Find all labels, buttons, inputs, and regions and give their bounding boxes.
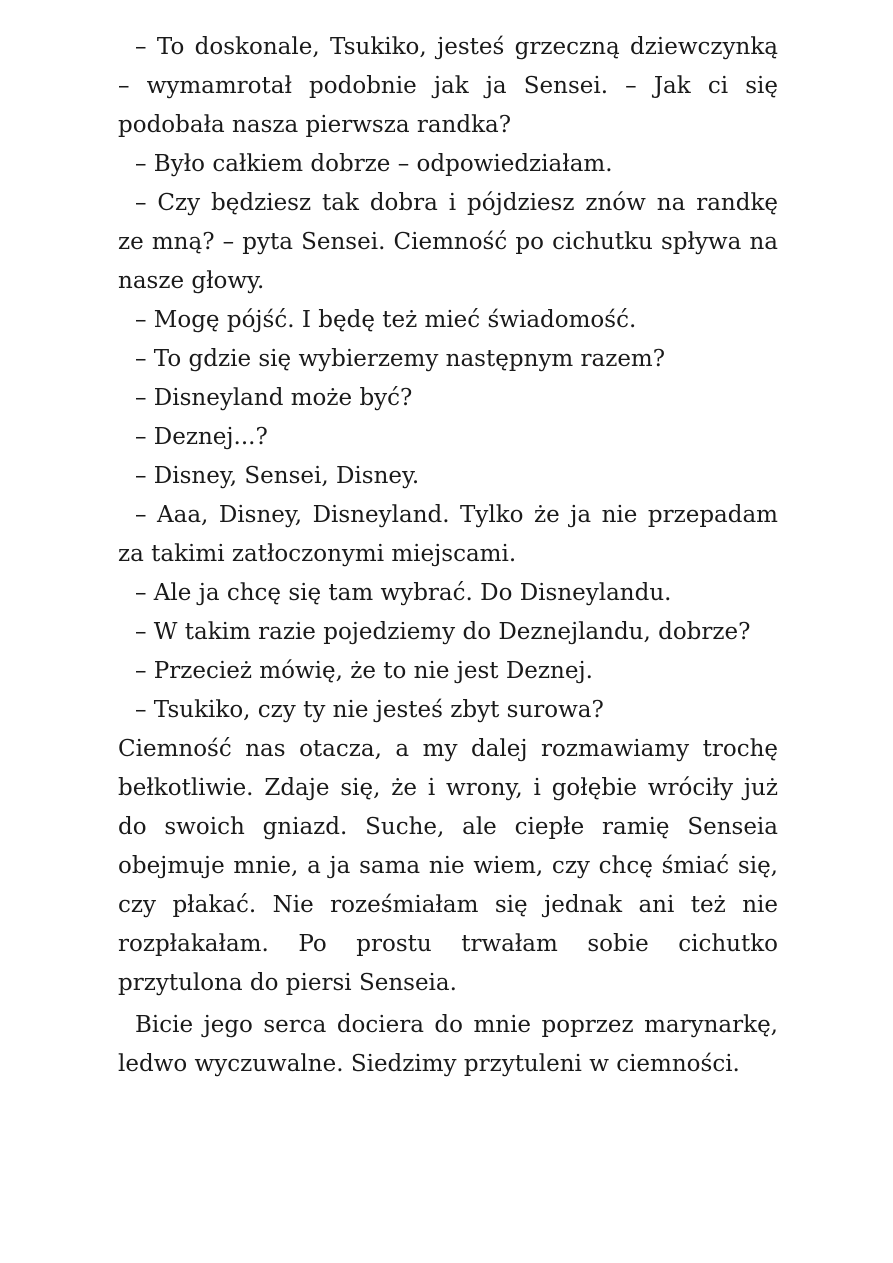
dialogue-paragraph-9: – Aaa, Disney, Disneyland. Tylko że ja nie przepadam za takimi zatłoczonymi miejscami. (118, 502, 778, 567)
dialogue-paragraph-10: – Ale ja chcę się tam wybrać. Do Disneylandu. (135, 580, 672, 606)
dialogue-paragraph-1: – To doskonale, Tsukiko, jesteś grzeczną dziewczynką – wymamrotał podobnie jak ja Sensei. – Jak ci się podobała nasza pierwsza randka? (118, 34, 778, 138)
dialogue-paragraph-8: – Disney, Sensei, Disney. (135, 463, 420, 489)
book-page-text (118, 28, 778, 1084)
narration-paragraph-2: Bicie jego serca dociera do mnie poprzez marynarkę, ledwo wyczuwalne. Siedzimy przytuleni w ciemności. (118, 1012, 778, 1077)
dialogue-paragraph-2: – Było całkiem dobrze – odpowiedziałam. (135, 151, 613, 177)
dialogue-paragraph-3: – Czy będziesz tak dobra i pójdziesz znów na randkę ze mną? – pyta Sensei. Ciemność po cichutku spływa na nasze głowy. (118, 190, 778, 294)
narration-paragraph-1: Ciemność nas otacza, a my dalej rozmawiamy trochę bełkotliwie. Zdaje się, że i wrony, i gołębie wróciły już do swoich gniazd. Suche, ale ciepłe ramię Senseia obejmuje mnie, a ja sama nie wiem, czy chcę śmiać się, czy płakać. Nie roześmiałam się jednak ani też nie rozpłakałam. Po prostu trwałam sobie cichutko przytulona do piersi Senseia. (118, 736, 778, 996)
dialogue-paragraph-11: – W takim razie pojedziemy do Deznejlandu, dobrze? (135, 619, 751, 645)
dialogue-paragraph-12: – Przecież mówię, że to nie jest Deznej. (135, 658, 593, 684)
dialogue-paragraph-13: – Tsukiko, czy ty nie jesteś zbyt surowa? (135, 697, 604, 723)
dialogue-paragraph-4: – Mogę pójść. I będę też mieć świadomość. (135, 307, 637, 333)
dialogue-paragraph-7: – Deznej...? (135, 424, 268, 450)
dialogue-paragraph-6: – Disneyland może być? (135, 385, 413, 411)
dialogue-paragraph-5: – To gdzie się wybierzemy następnym razem? (135, 346, 666, 372)
